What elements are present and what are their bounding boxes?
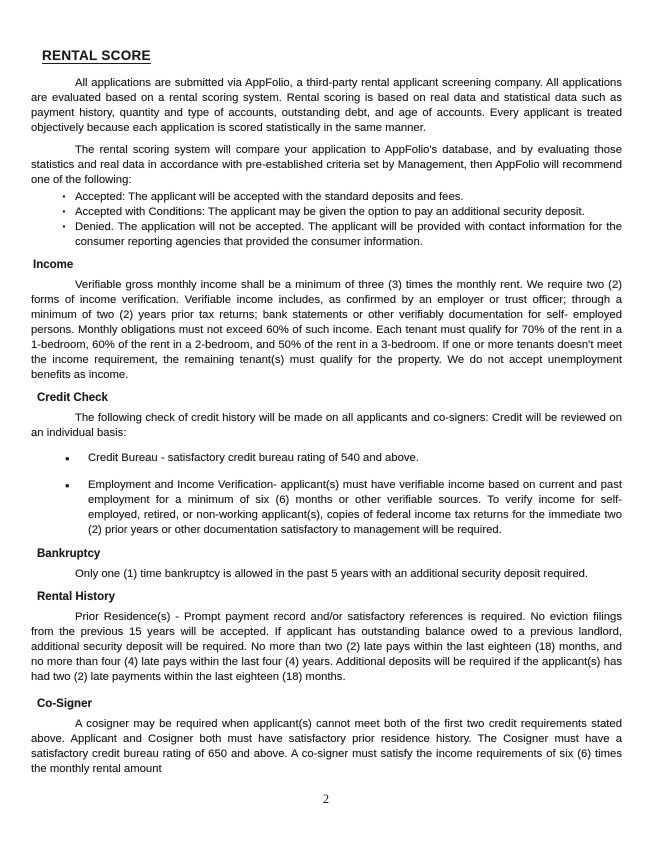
page-number: 2 <box>322 792 330 806</box>
credit-item-employment-verification: • Employment and Income Verification- applicant(s) must have verifiable income based on current and past employment for a minimum of six (6) months or other verifiable sources. To verify income for self-employed, retired, or non-working applicant(s), copies of federal income tax returns for the immediate two (2) prior years or other documentation satisfactory to management will be required. <box>88 478 622 538</box>
outcome-item-accepted-with-conditions: · Accepted with Conditions: The applicant may be given the option to pay an additional security deposit. <box>75 205 622 220</box>
section-heading-credit-check: Credit Check <box>37 392 108 404</box>
section-heading-income: Income <box>33 259 74 271</box>
document-content <box>31 48 622 784</box>
outcome-item-accepted: · Accepted: The applicant will be accepted with the standard deposits and fees. <box>75 190 622 205</box>
intro-paragraph-2: The rental scoring system will compare your application to AppFolio's database, and by evaluating those statistics and real data in accordance with pre-established criteria set by Management, then AppFolio will recommend one of the following: <box>31 144 622 186</box>
credit-check-list <box>31 451 622 538</box>
credit-check-paragraph: The following check of credit history will be made on all applicants and co-signers: Credit will be reviewed on an individual basis: <box>31 412 622 439</box>
document-title: RENTAL SCORE <box>42 48 151 63</box>
section-heading-co-signer: Co-Signer <box>37 698 92 710</box>
credit-item-bureau: • Credit Bureau - satisfactory credit bureau rating of 540 and above. <box>88 451 622 466</box>
income-paragraph: Verifiable gross monthly income shall be a minimum of three (3) times the monthly rent. We require two (2) forms of income verification. Verifiable income includes, as confirmed by an employer or trust officer; through a minimum of two (2) years prior tax returns; bank statements or other verifiably documentation for self- employed persons. Monthly obligations must not exceed 60% of such income. Each tenant must qualify for 70% of the rent in a 1-bedroom, 60% of the rent in a 2-bedroom, and 50% of the rent in a 3-bedroom. If one or more tenants doesn't meet the income requirement, the remaining tenant(s) must qualify for the property. We do not accept unemployment benefits as income. <box>31 279 622 381</box>
outcome-list <box>31 190 622 250</box>
section-heading-rental-history: Rental History <box>37 591 115 603</box>
bankruptcy-paragraph: Only one (1) time bankruptcy is allowed in the past 5 years with an additional security deposit required. <box>75 568 589 580</box>
co-signer-paragraph: A cosigner may be required when applicant(s) cannot meet both of the first two credit requirements stated above. Applicant and Cosigner both must have satisfactory prior residence history. The Cosigner must have a satisfactory credit bureau rating of 650 and above. A co-signer must satisfy the income requirements of six (6) times the monthly rental amount <box>31 718 622 775</box>
rental-history-paragraph: Prior Residence(s) - Prompt payment record and/or satisfactory references is required. No eviction filings from the previous 15 years will be accepted. If applicant has outstanding balance owed to a previous landlord, additional security deposit will be required. No more than two (2) late pays within the last eighteen (18) months, and no more than four (4) late pays within the last four (4) years. Additional deposits will be required if the applicant(s) has had two (2) late payments within the last eighteen (18) months. <box>31 611 622 683</box>
intro-paragraph-1: All applications are submitted via AppFolio, a third-party rental applicant screening company. All applications are evaluated based on a rental scoring system. Rental scoring is based on real data and statistical data such as payment history, quantity and type of accounts, outstanding debt, and age of accounts. Every applicant is treated objectively because each application is scored statistically in the same manner. <box>31 77 622 134</box>
outcome-item-denied: · Denied. The application will not be accepted. The applicant will be provided with contact information for the consumer reporting agencies that provided the consumer information. <box>75 220 622 250</box>
section-heading-bankruptcy: Bankruptcy <box>37 548 101 560</box>
